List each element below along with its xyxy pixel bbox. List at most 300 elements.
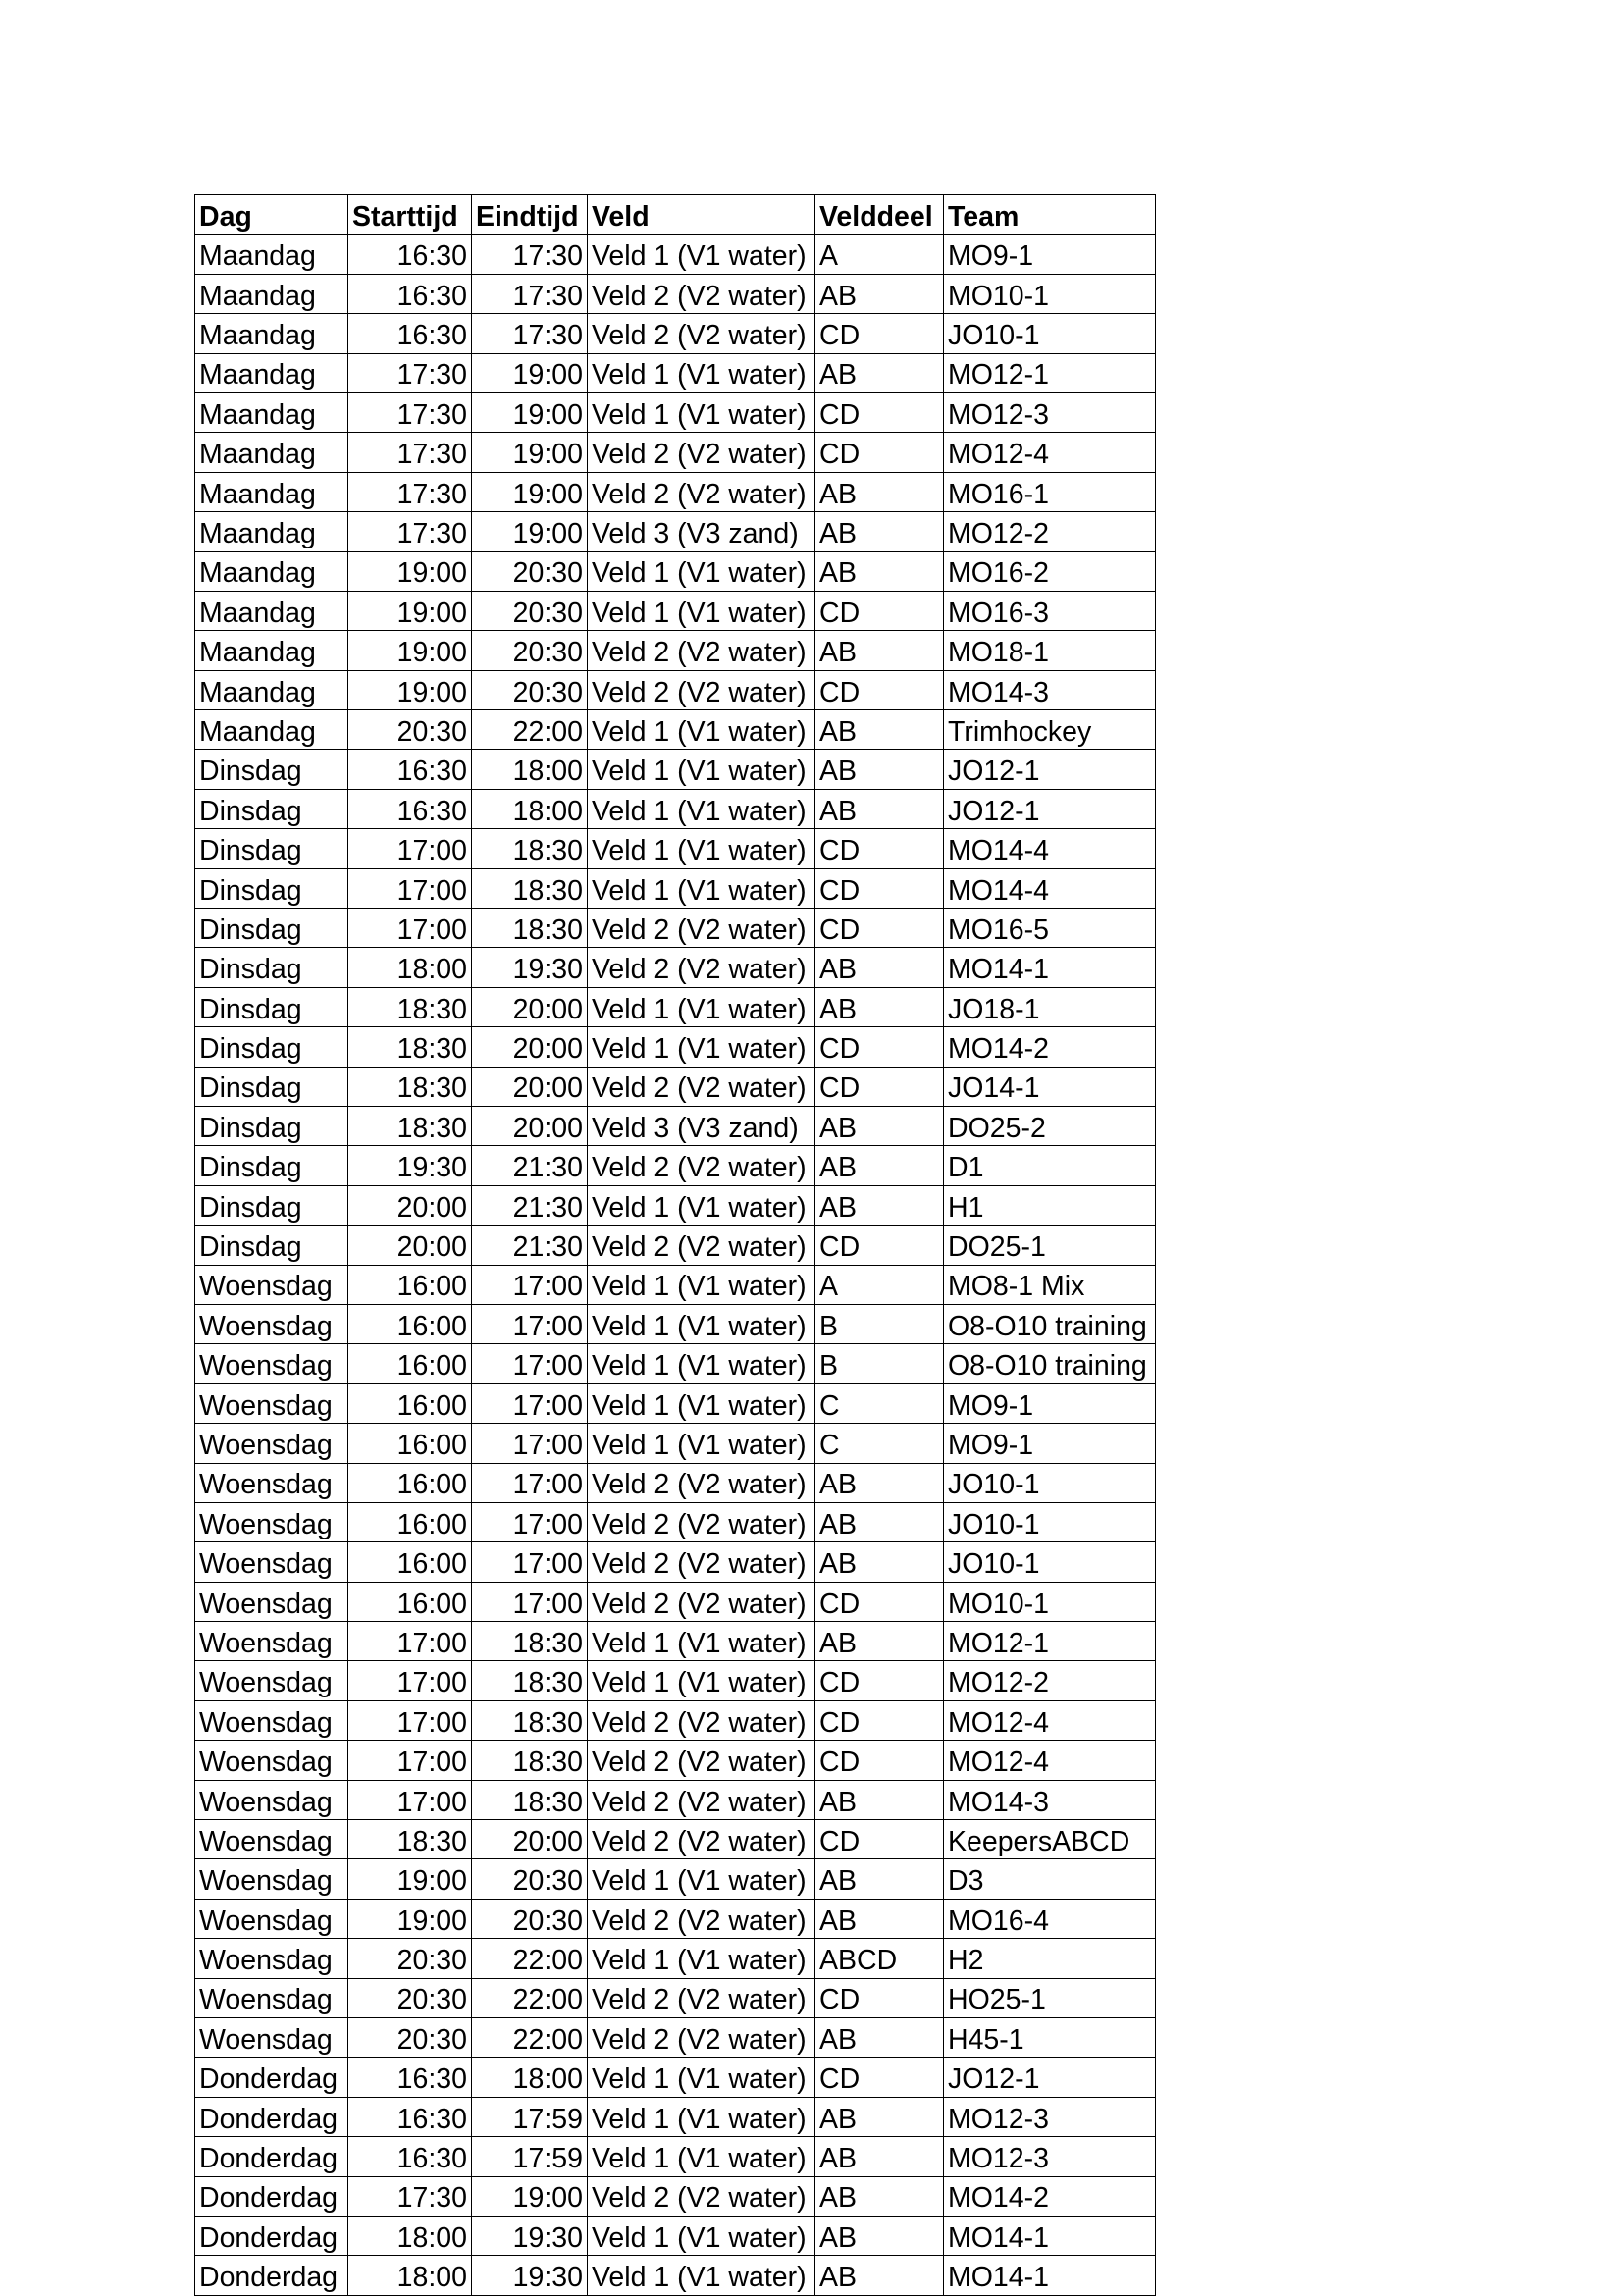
table-row bbox=[195, 948, 1156, 987]
cell-dag: Woensdag bbox=[195, 1859, 348, 1899]
cell-eindtijd: 19:00 bbox=[472, 353, 588, 392]
cell-team: MO16-3 bbox=[944, 591, 1156, 630]
table-row bbox=[195, 1582, 1156, 1621]
table-row bbox=[195, 670, 1156, 709]
cell-eindtijd: 19:00 bbox=[472, 512, 588, 551]
cell-team: O8-O10 training bbox=[944, 1304, 1156, 1343]
table-row bbox=[195, 868, 1156, 908]
column-header-starttijd: Starttijd bbox=[348, 195, 472, 235]
cell-team: Trimhockey bbox=[944, 710, 1156, 750]
cell-dag: Maandag bbox=[195, 670, 348, 709]
table-row bbox=[195, 1741, 1156, 1780]
cell-dag: Dinsdag bbox=[195, 1106, 348, 1145]
cell-starttijd: 17:30 bbox=[348, 2176, 472, 2216]
cell-starttijd: 16:00 bbox=[348, 1582, 472, 1621]
cell-starttijd: 16:00 bbox=[348, 1502, 472, 1541]
cell-starttijd: 16:30 bbox=[348, 2137, 472, 2176]
table-row bbox=[195, 274, 1156, 313]
cell-velddeel: CD bbox=[815, 670, 944, 709]
cell-velddeel: AB bbox=[815, 948, 944, 987]
cell-veld: Veld 2 (V2 water) bbox=[588, 631, 815, 670]
cell-eindtijd: 18:30 bbox=[472, 1780, 588, 1819]
cell-eindtijd: 18:30 bbox=[472, 1661, 588, 1700]
cell-eindtijd: 20:00 bbox=[472, 1067, 588, 1106]
cell-dag: Donderdag bbox=[195, 2176, 348, 2216]
cell-velddeel: C bbox=[815, 1383, 944, 1423]
table-row bbox=[195, 2216, 1156, 2255]
cell-velddeel: AB bbox=[815, 987, 944, 1026]
table-row bbox=[195, 1978, 1156, 2017]
cell-dag: Maandag bbox=[195, 631, 348, 670]
cell-starttijd: 16:30 bbox=[348, 235, 472, 274]
cell-velddeel: AB bbox=[815, 353, 944, 392]
cell-team: MO10-1 bbox=[944, 274, 1156, 313]
cell-veld: Veld 2 (V2 water) bbox=[588, 1226, 815, 1265]
cell-starttijd: 16:30 bbox=[348, 750, 472, 789]
cell-velddeel: AB bbox=[815, 512, 944, 551]
cell-team: MO14-1 bbox=[944, 2216, 1156, 2255]
cell-team: MO16-2 bbox=[944, 551, 1156, 591]
table-row bbox=[195, 1542, 1156, 1582]
cell-velddeel: AB bbox=[815, 2216, 944, 2255]
table-row bbox=[195, 789, 1156, 828]
cell-veld: Veld 1 (V1 water) bbox=[588, 710, 815, 750]
cell-starttijd: 18:00 bbox=[348, 948, 472, 987]
table-row bbox=[195, 1185, 1156, 1225]
cell-dag: Woensdag bbox=[195, 1700, 348, 1740]
table-row bbox=[195, 1304, 1156, 1343]
table-row bbox=[195, 551, 1156, 591]
cell-veld: Veld 1 (V1 water) bbox=[588, 1661, 815, 1700]
cell-veld: Veld 3 (V3 zand) bbox=[588, 512, 815, 551]
cell-dag: Woensdag bbox=[195, 1978, 348, 2017]
cell-starttijd: 18:00 bbox=[348, 2256, 472, 2295]
cell-starttijd: 18:30 bbox=[348, 1820, 472, 1859]
cell-eindtijd: 20:00 bbox=[472, 1820, 588, 1859]
cell-team: MO14-4 bbox=[944, 829, 1156, 868]
header-row bbox=[195, 195, 1156, 235]
cell-team: MO12-4 bbox=[944, 433, 1156, 472]
cell-veld: Veld 2 (V2 water) bbox=[588, 1780, 815, 1819]
cell-eindtijd: 17:30 bbox=[472, 274, 588, 313]
cell-team: MO18-1 bbox=[944, 631, 1156, 670]
cell-dag: Dinsdag bbox=[195, 789, 348, 828]
cell-veld: Veld 1 (V1 water) bbox=[588, 789, 815, 828]
cell-eindtijd: 17:00 bbox=[472, 1304, 588, 1343]
cell-veld: Veld 1 (V1 water) bbox=[588, 2256, 815, 2295]
cell-velddeel: AB bbox=[815, 1463, 944, 1502]
cell-velddeel: CD bbox=[815, 433, 944, 472]
table-row bbox=[195, 472, 1156, 511]
cell-veld: Veld 1 (V1 water) bbox=[588, 868, 815, 908]
cell-starttijd: 17:30 bbox=[348, 472, 472, 511]
table-row bbox=[195, 2097, 1156, 2136]
cell-dag: Dinsdag bbox=[195, 1185, 348, 1225]
cell-eindtijd: 17:30 bbox=[472, 235, 588, 274]
cell-velddeel: CD bbox=[815, 1226, 944, 1265]
cell-dag: Maandag bbox=[195, 433, 348, 472]
cell-velddeel: CD bbox=[815, 1978, 944, 2017]
cell-team: JO12-1 bbox=[944, 789, 1156, 828]
cell-team: MO16-4 bbox=[944, 1899, 1156, 1938]
cell-veld: Veld 1 (V1 water) bbox=[588, 2216, 815, 2255]
cell-dag: Donderdag bbox=[195, 2097, 348, 2136]
cell-eindtijd: 19:30 bbox=[472, 2256, 588, 2295]
training-schedule-table bbox=[194, 194, 1156, 2296]
cell-eindtijd: 17:59 bbox=[472, 2097, 588, 2136]
cell-velddeel: AB bbox=[815, 1146, 944, 1185]
table-row bbox=[195, 631, 1156, 670]
cell-starttijd: 16:00 bbox=[348, 1424, 472, 1463]
cell-velddeel: AB bbox=[815, 472, 944, 511]
cell-dag: Woensdag bbox=[195, 1265, 348, 1304]
cell-velddeel: CD bbox=[815, 1582, 944, 1621]
cell-velddeel: AB bbox=[815, 1106, 944, 1145]
cell-veld: Veld 2 (V2 water) bbox=[588, 472, 815, 511]
cell-dag: Woensdag bbox=[195, 1542, 348, 1582]
table-row bbox=[195, 1265, 1156, 1304]
cell-starttijd: 17:00 bbox=[348, 868, 472, 908]
cell-dag: Dinsdag bbox=[195, 987, 348, 1026]
table-row bbox=[195, 353, 1156, 392]
cell-starttijd: 16:30 bbox=[348, 314, 472, 353]
cell-team: MO12-1 bbox=[944, 1622, 1156, 1661]
cell-velddeel: CD bbox=[815, 829, 944, 868]
cell-veld: Veld 1 (V1 water) bbox=[588, 2137, 815, 2176]
table-row bbox=[195, 1780, 1156, 1819]
cell-velddeel: AB bbox=[815, 274, 944, 313]
cell-starttijd: 17:30 bbox=[348, 392, 472, 432]
cell-dag: Donderdag bbox=[195, 2256, 348, 2295]
cell-team: KeepersABCD bbox=[944, 1820, 1156, 1859]
cell-velddeel: ABCD bbox=[815, 1939, 944, 1978]
cell-starttijd: 17:30 bbox=[348, 353, 472, 392]
cell-team: MO8-1 Mix bbox=[944, 1265, 1156, 1304]
table-row bbox=[195, 1622, 1156, 1661]
cell-dag: Dinsdag bbox=[195, 829, 348, 868]
cell-velddeel: AB bbox=[815, 1859, 944, 1899]
cell-eindtijd: 22:00 bbox=[472, 1978, 588, 2017]
cell-velddeel: C bbox=[815, 1424, 944, 1463]
cell-starttijd: 17:00 bbox=[348, 1741, 472, 1780]
cell-veld: Veld 1 (V1 water) bbox=[588, 750, 815, 789]
cell-eindtijd: 17:30 bbox=[472, 314, 588, 353]
cell-eindtijd: 20:30 bbox=[472, 591, 588, 630]
cell-veld: Veld 1 (V1 water) bbox=[588, 829, 815, 868]
cell-eindtijd: 17:00 bbox=[472, 1383, 588, 1423]
cell-dag: Maandag bbox=[195, 274, 348, 313]
cell-starttijd: 18:30 bbox=[348, 1106, 472, 1145]
cell-dag: Dinsdag bbox=[195, 868, 348, 908]
cell-veld: Veld 2 (V2 water) bbox=[588, 1582, 815, 1621]
cell-dag: Maandag bbox=[195, 591, 348, 630]
cell-team: MO14-2 bbox=[944, 2176, 1156, 2216]
cell-veld: Veld 2 (V2 water) bbox=[588, 1542, 815, 1582]
cell-team: MO14-3 bbox=[944, 1780, 1156, 1819]
cell-veld: Veld 2 (V2 water) bbox=[588, 1899, 815, 1938]
cell-veld: Veld 1 (V1 water) bbox=[588, 1383, 815, 1423]
cell-team: MO12-3 bbox=[944, 2097, 1156, 2136]
table-row bbox=[195, 1899, 1156, 1938]
cell-eindtijd: 20:30 bbox=[472, 670, 588, 709]
cell-dag: Woensdag bbox=[195, 1424, 348, 1463]
cell-team: MO9-1 bbox=[944, 235, 1156, 274]
cell-team: MO9-1 bbox=[944, 1383, 1156, 1423]
cell-velddeel: AB bbox=[815, 710, 944, 750]
cell-veld: Veld 2 (V2 water) bbox=[588, 2017, 815, 2057]
table-row bbox=[195, 2256, 1156, 2295]
cell-starttijd: 18:30 bbox=[348, 1067, 472, 1106]
cell-eindtijd: 18:30 bbox=[472, 909, 588, 948]
table-row bbox=[195, 1067, 1156, 1106]
cell-starttijd: 20:30 bbox=[348, 710, 472, 750]
cell-veld: Veld 2 (V2 water) bbox=[588, 314, 815, 353]
cell-dag: Donderdag bbox=[195, 2216, 348, 2255]
cell-team: MO12-2 bbox=[944, 1661, 1156, 1700]
cell-eindtijd: 19:30 bbox=[472, 2216, 588, 2255]
cell-eindtijd: 17:00 bbox=[472, 1463, 588, 1502]
cell-dag: Maandag bbox=[195, 392, 348, 432]
table-row bbox=[195, 909, 1156, 948]
table-row bbox=[195, 1106, 1156, 1145]
cell-veld: Veld 2 (V2 water) bbox=[588, 948, 815, 987]
cell-eindtijd: 19:00 bbox=[472, 392, 588, 432]
cell-veld: Veld 2 (V2 water) bbox=[588, 1067, 815, 1106]
cell-velddeel: CD bbox=[815, 1820, 944, 1859]
cell-eindtijd: 18:30 bbox=[472, 1741, 588, 1780]
cell-dag: Maandag bbox=[195, 551, 348, 591]
cell-team: MO12-3 bbox=[944, 2137, 1156, 2176]
cell-starttijd: 17:00 bbox=[348, 909, 472, 948]
cell-dag: Woensdag bbox=[195, 1741, 348, 1780]
cell-starttijd: 16:00 bbox=[348, 1463, 472, 1502]
cell-velddeel: CD bbox=[815, 1700, 944, 1740]
cell-starttijd: 17:00 bbox=[348, 1780, 472, 1819]
cell-veld: Veld 2 (V2 water) bbox=[588, 1978, 815, 2017]
cell-eindtijd: 20:30 bbox=[472, 1899, 588, 1938]
cell-velddeel: AB bbox=[815, 1899, 944, 1938]
cell-velddeel: B bbox=[815, 1304, 944, 1343]
cell-eindtijd: 17:00 bbox=[472, 1265, 588, 1304]
cell-dag: Maandag bbox=[195, 512, 348, 551]
cell-starttijd: 16:30 bbox=[348, 789, 472, 828]
cell-dag: Maandag bbox=[195, 472, 348, 511]
cell-starttijd: 16:00 bbox=[348, 1344, 472, 1383]
cell-veld: Veld 3 (V3 zand) bbox=[588, 1106, 815, 1145]
cell-dag: Maandag bbox=[195, 314, 348, 353]
table-row bbox=[195, 1226, 1156, 1265]
cell-eindtijd: 17:00 bbox=[472, 1582, 588, 1621]
cell-eindtijd: 19:00 bbox=[472, 2176, 588, 2216]
cell-dag: Woensdag bbox=[195, 1939, 348, 1978]
cell-velddeel: AB bbox=[815, 1502, 944, 1541]
cell-veld: Veld 2 (V2 water) bbox=[588, 1463, 815, 1502]
cell-starttijd: 20:30 bbox=[348, 1978, 472, 2017]
table-row bbox=[195, 1820, 1156, 1859]
cell-starttijd: 19:30 bbox=[348, 1146, 472, 1185]
cell-team: DO25-1 bbox=[944, 1226, 1156, 1265]
cell-starttijd: 16:00 bbox=[348, 1542, 472, 1582]
cell-starttijd: 17:30 bbox=[348, 512, 472, 551]
cell-dag: Woensdag bbox=[195, 1383, 348, 1423]
cell-starttijd: 16:00 bbox=[348, 1265, 472, 1304]
table-row bbox=[195, 1146, 1156, 1185]
cell-starttijd: 16:00 bbox=[348, 1304, 472, 1343]
cell-starttijd: 18:00 bbox=[348, 2216, 472, 2255]
cell-dag: Woensdag bbox=[195, 1502, 348, 1541]
cell-eindtijd: 18:30 bbox=[472, 868, 588, 908]
cell-eindtijd: 18:30 bbox=[472, 829, 588, 868]
cell-velddeel: AB bbox=[815, 2097, 944, 2136]
cell-veld: Veld 2 (V2 water) bbox=[588, 909, 815, 948]
cell-velddeel: A bbox=[815, 1265, 944, 1304]
cell-team: MO14-1 bbox=[944, 2256, 1156, 2295]
table-row bbox=[195, 1424, 1156, 1463]
cell-team: MO16-5 bbox=[944, 909, 1156, 948]
table-row bbox=[195, 987, 1156, 1026]
cell-starttijd: 17:30 bbox=[348, 433, 472, 472]
cell-eindtijd: 18:00 bbox=[472, 2058, 588, 2097]
cell-starttijd: 16:30 bbox=[348, 2058, 472, 2097]
cell-starttijd: 16:30 bbox=[348, 2097, 472, 2136]
cell-velddeel: AB bbox=[815, 2017, 944, 2057]
cell-veld: Veld 2 (V2 water) bbox=[588, 433, 815, 472]
cell-velddeel: AB bbox=[815, 789, 944, 828]
cell-veld: Veld 2 (V2 water) bbox=[588, 2176, 815, 2216]
cell-veld: Veld 1 (V1 water) bbox=[588, 1424, 815, 1463]
cell-team: MO12-4 bbox=[944, 1700, 1156, 1740]
cell-velddeel: AB bbox=[815, 1622, 944, 1661]
cell-starttijd: 19:00 bbox=[348, 551, 472, 591]
table-row bbox=[195, 1859, 1156, 1899]
cell-starttijd: 20:00 bbox=[348, 1226, 472, 1265]
cell-starttijd: 19:00 bbox=[348, 591, 472, 630]
cell-eindtijd: 21:30 bbox=[472, 1185, 588, 1225]
schedule-sheet bbox=[194, 194, 1156, 2296]
table-row bbox=[195, 750, 1156, 789]
column-header-dag: Dag bbox=[195, 195, 348, 235]
cell-velddeel: AB bbox=[815, 2256, 944, 2295]
cell-dag: Dinsdag bbox=[195, 1067, 348, 1106]
table-row bbox=[195, 392, 1156, 432]
cell-veld: Veld 1 (V1 water) bbox=[588, 1939, 815, 1978]
cell-veld: Veld 1 (V1 water) bbox=[588, 392, 815, 432]
table-row bbox=[195, 1661, 1156, 1700]
cell-veld: Veld 2 (V2 water) bbox=[588, 1820, 815, 1859]
cell-veld: Veld 1 (V1 water) bbox=[588, 235, 815, 274]
cell-velddeel: B bbox=[815, 1344, 944, 1383]
cell-eindtijd: 20:00 bbox=[472, 1106, 588, 1145]
cell-dag: Dinsdag bbox=[195, 909, 348, 948]
cell-eindtijd: 18:00 bbox=[472, 789, 588, 828]
cell-team: MO14-2 bbox=[944, 1027, 1156, 1067]
cell-dag: Woensdag bbox=[195, 1582, 348, 1621]
cell-eindtijd: 19:00 bbox=[472, 472, 588, 511]
cell-starttijd: 17:00 bbox=[348, 1622, 472, 1661]
cell-velddeel: CD bbox=[815, 591, 944, 630]
cell-velddeel: CD bbox=[815, 1741, 944, 1780]
cell-eindtijd: 19:30 bbox=[472, 948, 588, 987]
cell-veld: Veld 1 (V1 water) bbox=[588, 591, 815, 630]
cell-starttijd: 18:30 bbox=[348, 1027, 472, 1067]
cell-eindtijd: 22:00 bbox=[472, 1939, 588, 1978]
cell-eindtijd: 17:00 bbox=[472, 1424, 588, 1463]
cell-team: JO10-1 bbox=[944, 1463, 1156, 1502]
cell-veld: Veld 2 (V2 water) bbox=[588, 1146, 815, 1185]
table-row bbox=[195, 829, 1156, 868]
cell-veld: Veld 1 (V1 water) bbox=[588, 1185, 815, 1225]
cell-veld: Veld 2 (V2 water) bbox=[588, 274, 815, 313]
table-row bbox=[195, 2137, 1156, 2176]
cell-eindtijd: 22:00 bbox=[472, 710, 588, 750]
cell-eindtijd: 17:00 bbox=[472, 1542, 588, 1582]
cell-veld: Veld 1 (V1 water) bbox=[588, 1622, 815, 1661]
cell-dag: Donderdag bbox=[195, 2058, 348, 2097]
cell-team: D3 bbox=[944, 1859, 1156, 1899]
cell-dag: Dinsdag bbox=[195, 948, 348, 987]
cell-starttijd: 19:00 bbox=[348, 1899, 472, 1938]
cell-dag: Donderdag bbox=[195, 2137, 348, 2176]
cell-team: H2 bbox=[944, 1939, 1156, 1978]
cell-dag: Woensdag bbox=[195, 1304, 348, 1343]
cell-velddeel: CD bbox=[815, 314, 944, 353]
cell-dag: Woensdag bbox=[195, 1661, 348, 1700]
cell-dag: Woensdag bbox=[195, 1344, 348, 1383]
cell-team: JO18-1 bbox=[944, 987, 1156, 1026]
cell-starttijd: 17:00 bbox=[348, 829, 472, 868]
cell-velddeel: CD bbox=[815, 1027, 944, 1067]
table-row bbox=[195, 1502, 1156, 1541]
cell-dag: Dinsdag bbox=[195, 750, 348, 789]
cell-eindtijd: 17:00 bbox=[472, 1344, 588, 1383]
cell-eindtijd: 21:30 bbox=[472, 1146, 588, 1185]
cell-eindtijd: 20:00 bbox=[472, 987, 588, 1026]
cell-starttijd: 20:30 bbox=[348, 2017, 472, 2057]
cell-team: JO10-1 bbox=[944, 314, 1156, 353]
cell-dag: Maandag bbox=[195, 710, 348, 750]
cell-team: MO12-3 bbox=[944, 392, 1156, 432]
cell-starttijd: 17:00 bbox=[348, 1700, 472, 1740]
cell-veld: Veld 2 (V2 water) bbox=[588, 1502, 815, 1541]
cell-team: D1 bbox=[944, 1146, 1156, 1185]
cell-dag: Woensdag bbox=[195, 1820, 348, 1859]
table-body bbox=[195, 235, 1156, 2295]
cell-team: JO10-1 bbox=[944, 1542, 1156, 1582]
cell-eindtijd: 20:30 bbox=[472, 1859, 588, 1899]
table-row bbox=[195, 512, 1156, 551]
cell-team: MO14-3 bbox=[944, 670, 1156, 709]
cell-veld: Veld 1 (V1 water) bbox=[588, 1859, 815, 1899]
cell-veld: Veld 1 (V1 water) bbox=[588, 353, 815, 392]
table-row bbox=[195, 1027, 1156, 1067]
table-row bbox=[195, 1700, 1156, 1740]
cell-team: MO9-1 bbox=[944, 1424, 1156, 1463]
table-row bbox=[195, 1383, 1156, 1423]
column-header-veld: Veld bbox=[588, 195, 815, 235]
cell-starttijd: 19:00 bbox=[348, 1859, 472, 1899]
cell-team: MO12-2 bbox=[944, 512, 1156, 551]
cell-velddeel: AB bbox=[815, 1185, 944, 1225]
table-row bbox=[195, 433, 1156, 472]
cell-veld: Veld 2 (V2 water) bbox=[588, 670, 815, 709]
cell-dag: Woensdag bbox=[195, 1899, 348, 1938]
cell-velddeel: A bbox=[815, 235, 944, 274]
cell-dag: Woensdag bbox=[195, 1780, 348, 1819]
cell-velddeel: AB bbox=[815, 1542, 944, 1582]
cell-starttijd: 16:00 bbox=[348, 1383, 472, 1423]
cell-veld: Veld 1 (V1 water) bbox=[588, 1027, 815, 1067]
table-row bbox=[195, 2017, 1156, 2057]
